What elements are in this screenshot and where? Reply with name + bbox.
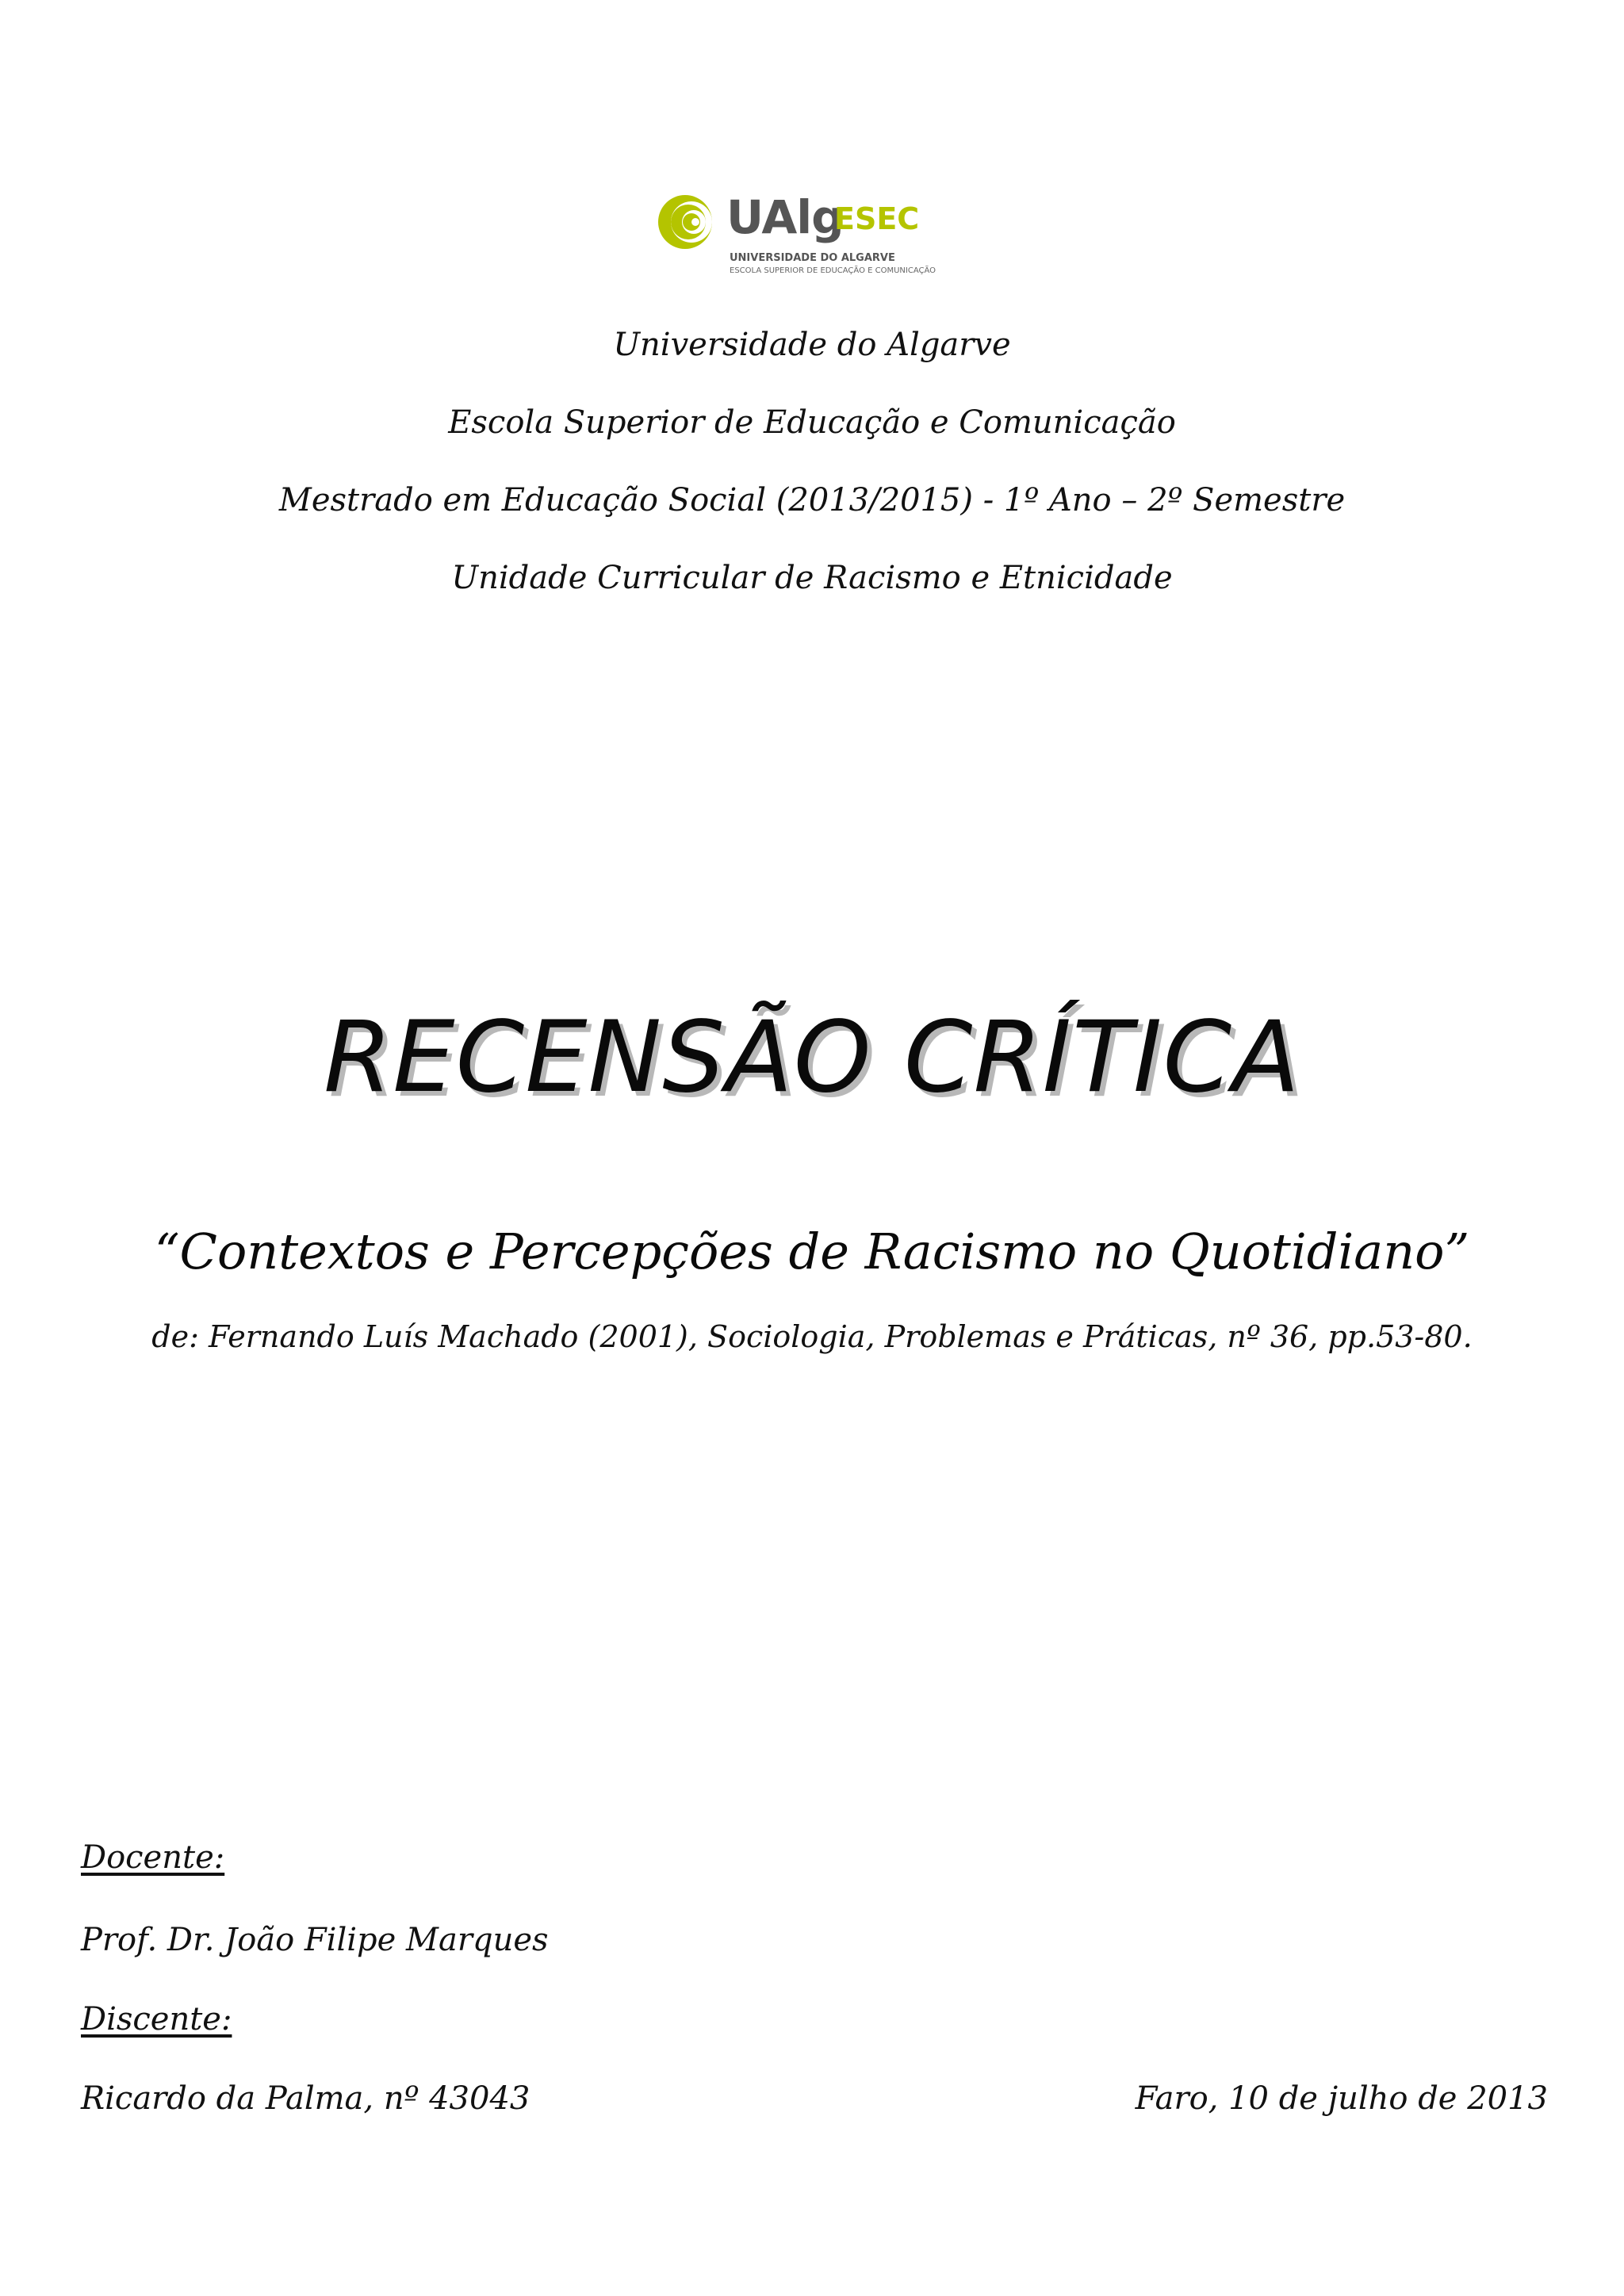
school-name: Escola Superior de Educação e Comunicação <box>448 404 1176 441</box>
university-logo <box>657 189 974 284</box>
logo-school-name: ESCOLA SUPERIOR DE EDUCAÇÃO E COMUNICAÇÃO <box>730 266 936 275</box>
docente-label: Docente: <box>81 1839 225 1876</box>
bibliographic-reference: de: Fernando Luís Machado (2001), Sociologia, Problemas e Práticas, nº 36, pp.53-80. <box>151 1319 1473 1354</box>
course-name: Unidade Curricular de Racismo e Etnicidade <box>451 560 1173 596</box>
discente-label: Discente: <box>81 2001 232 2038</box>
discente-name: Ricardo da Palma, nº 43043 <box>81 2080 530 2117</box>
docente-name: Prof. Dr. João Filipe Marques <box>81 1922 549 1958</box>
program-name: Mestrado em Educação Social (2013/2015) - 1º Ano – 2º Semestre <box>278 482 1346 519</box>
logo-wordmark: UAlg <box>726 190 844 244</box>
ualg-swirl-icon <box>657 189 728 260</box>
place-and-date: Faro, 10 de julho de 2013 <box>1135 2080 1548 2117</box>
document-title: RECENSÃO CRÍTICA <box>324 1001 1300 1115</box>
logo-suffix: ESEC <box>834 201 920 236</box>
university-name: Universidade do Algarve <box>613 327 1011 363</box>
review-subject-title: “Contextos e Percepções de Racismo no Quotidiano” <box>154 1223 1470 1280</box>
logo-university-name: UNIVERSIDADE DO ALGARVE <box>730 252 895 264</box>
